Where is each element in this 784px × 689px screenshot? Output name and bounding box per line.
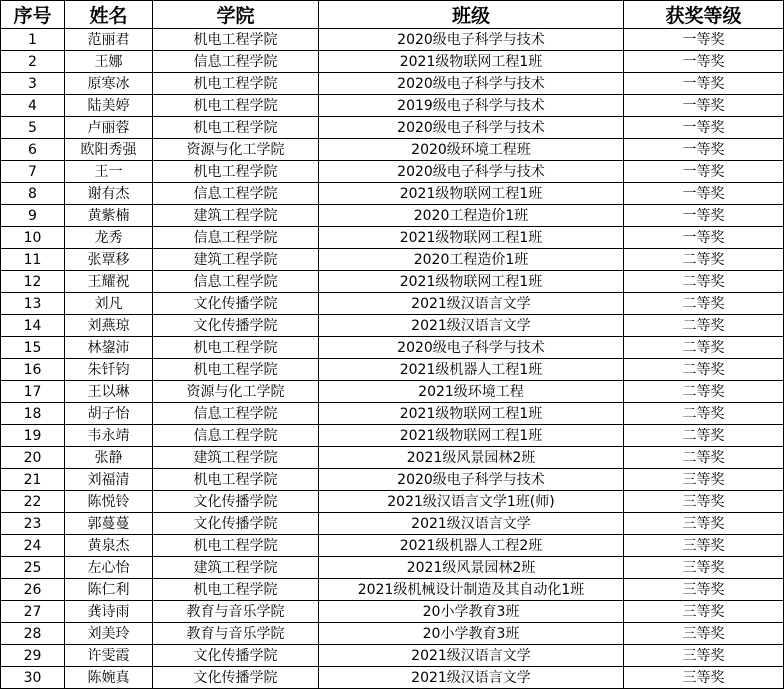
cell-class: 2021级汉语言文学 [319, 513, 624, 535]
cell-award-level: 三等奖 [624, 579, 784, 601]
cell-name: 黄紫楠 [65, 205, 153, 227]
cell-class: 2021级汉语言文学 [319, 293, 624, 315]
cell-award-level: 一等奖 [624, 205, 784, 227]
cell-college: 文化传播学院 [153, 315, 319, 337]
cell-index: 10 [1, 227, 65, 249]
cell-index: 20 [1, 447, 65, 469]
table-row [1, 117, 784, 139]
cell-name: 陈悦铃 [65, 491, 153, 513]
cell-name: 王娜 [65, 51, 153, 73]
cell-class: 2021级环境工程 [319, 381, 624, 403]
cell-class: 2021级机器人工程2班 [319, 535, 624, 557]
table-row [1, 205, 784, 227]
cell-class: 2020级电子科学与技术 [319, 73, 624, 95]
cell-award-level: 二等奖 [624, 447, 784, 469]
cell-award-level: 二等奖 [624, 381, 784, 403]
cell-award-level: 二等奖 [624, 271, 784, 293]
cell-award-level: 三等奖 [624, 557, 784, 579]
table-row [1, 249, 784, 271]
header-college: 学院 [153, 1, 319, 29]
cell-name: 刘燕琼 [65, 315, 153, 337]
cell-college: 信息工程学院 [153, 425, 319, 447]
header-class: 班级 [319, 1, 624, 29]
cell-name: 欧阳秀强 [65, 139, 153, 161]
cell-award-level: 一等奖 [624, 183, 784, 205]
cell-index: 27 [1, 601, 65, 623]
table-row [1, 403, 784, 425]
cell-name: 张覃移 [65, 249, 153, 271]
cell-name: 胡子怡 [65, 403, 153, 425]
cell-class: 2020工程造价1班 [319, 249, 624, 271]
cell-index: 3 [1, 73, 65, 95]
cell-name: 王一 [65, 161, 153, 183]
table-body [1, 29, 784, 689]
cell-award-level: 二等奖 [624, 425, 784, 447]
cell-name: 陆美婷 [65, 95, 153, 117]
cell-award-level: 一等奖 [624, 117, 784, 139]
cell-index: 1 [1, 29, 65, 51]
cell-college: 文化传播学院 [153, 513, 319, 535]
cell-college: 机电工程学院 [153, 579, 319, 601]
cell-class: 2020工程造价1班 [319, 205, 624, 227]
cell-class: 2021级机械设计制造及其自动化1班 [319, 579, 624, 601]
cell-college: 文化传播学院 [153, 645, 319, 667]
cell-name: 原寒冰 [65, 73, 153, 95]
cell-name: 谢有杰 [65, 183, 153, 205]
cell-college: 文化传播学院 [153, 667, 319, 689]
table-row [1, 271, 784, 293]
cell-college: 资源与化工学院 [153, 381, 319, 403]
cell-name: 左心怡 [65, 557, 153, 579]
cell-class: 2021级物联网工程1班 [319, 51, 624, 73]
cell-college: 机电工程学院 [153, 161, 319, 183]
cell-award-level: 二等奖 [624, 293, 784, 315]
cell-index: 24 [1, 535, 65, 557]
cell-name: 王耀祝 [65, 271, 153, 293]
cell-college: 建筑工程学院 [153, 557, 319, 579]
cell-college: 机电工程学院 [153, 73, 319, 95]
cell-college: 建筑工程学院 [153, 205, 319, 227]
cell-class: 2020级电子科学与技术 [319, 337, 624, 359]
cell-award-level: 二等奖 [624, 315, 784, 337]
cell-college: 文化传播学院 [153, 293, 319, 315]
table-row [1, 359, 784, 381]
header-index: 序号 [1, 1, 65, 29]
table-row [1, 73, 784, 95]
cell-college: 建筑工程学院 [153, 447, 319, 469]
cell-college: 文化传播学院 [153, 491, 319, 513]
cell-class: 2021级汉语言文学 [319, 645, 624, 667]
cell-index: 15 [1, 337, 65, 359]
cell-name: 陈仁利 [65, 579, 153, 601]
cell-class: 2021级汉语言文学 [319, 315, 624, 337]
table-row [1, 29, 784, 51]
cell-college: 信息工程学院 [153, 271, 319, 293]
header-award-level: 获奖等级 [624, 1, 784, 29]
cell-index: 23 [1, 513, 65, 535]
cell-college: 教育与音乐学院 [153, 601, 319, 623]
cell-award-level: 二等奖 [624, 337, 784, 359]
cell-award-level: 一等奖 [624, 51, 784, 73]
cell-index: 4 [1, 95, 65, 117]
cell-college: 机电工程学院 [153, 95, 319, 117]
cell-name: 刘福清 [65, 469, 153, 491]
cell-class: 2021级物联网工程1班 [319, 425, 624, 447]
cell-award-level: 二等奖 [624, 359, 784, 381]
cell-index: 18 [1, 403, 65, 425]
cell-class: 2021级风景园林2班 [319, 447, 624, 469]
table-row [1, 161, 784, 183]
cell-class: 2020级电子科学与技术 [319, 29, 624, 51]
cell-college: 资源与化工学院 [153, 139, 319, 161]
cell-class: 2021级物联网工程1班 [319, 227, 624, 249]
cell-college: 机电工程学院 [153, 535, 319, 557]
cell-award-level: 一等奖 [624, 227, 784, 249]
header-row [1, 1, 784, 29]
cell-index: 17 [1, 381, 65, 403]
cell-name: 张静 [65, 447, 153, 469]
table-row [1, 535, 784, 557]
cell-award-level: 一等奖 [624, 29, 784, 51]
cell-college: 机电工程学院 [153, 337, 319, 359]
cell-name: 龚诗雨 [65, 601, 153, 623]
cell-name: 许雯霞 [65, 645, 153, 667]
cell-index: 7 [1, 161, 65, 183]
cell-award-level: 一等奖 [624, 73, 784, 95]
cell-award-level: 三等奖 [624, 513, 784, 535]
cell-class: 2021级机器人工程1班 [319, 359, 624, 381]
cell-college: 机电工程学院 [153, 29, 319, 51]
table-row [1, 183, 784, 205]
cell-award-level: 一等奖 [624, 139, 784, 161]
table-row [1, 667, 784, 689]
cell-index: 28 [1, 623, 65, 645]
cell-name: 刘美玲 [65, 623, 153, 645]
table-row [1, 513, 784, 535]
cell-name: 朱钎钧 [65, 359, 153, 381]
cell-index: 22 [1, 491, 65, 513]
cell-index: 6 [1, 139, 65, 161]
cell-award-level: 三等奖 [624, 601, 784, 623]
cell-college: 机电工程学院 [153, 359, 319, 381]
table-row [1, 293, 784, 315]
cell-award-level: 一等奖 [624, 95, 784, 117]
table-row [1, 557, 784, 579]
cell-college: 信息工程学院 [153, 403, 319, 425]
cell-index: 19 [1, 425, 65, 447]
cell-index: 11 [1, 249, 65, 271]
table-row [1, 139, 784, 161]
table-row [1, 315, 784, 337]
cell-name: 龙秀 [65, 227, 153, 249]
cell-college: 建筑工程学院 [153, 249, 319, 271]
cell-class: 2021级汉语言文学 [319, 667, 624, 689]
cell-award-level: 三等奖 [624, 535, 784, 557]
cell-index: 30 [1, 667, 65, 689]
cell-name: 韦永靖 [65, 425, 153, 447]
cell-class: 2020级电子科学与技术 [319, 469, 624, 491]
cell-award-level: 三等奖 [624, 645, 784, 667]
cell-class: 2021级物联网工程1班 [319, 403, 624, 425]
cell-index: 12 [1, 271, 65, 293]
cell-award-level: 一等奖 [624, 161, 784, 183]
cell-class: 20小学教育3班 [319, 623, 624, 645]
cell-name: 刘凡 [65, 293, 153, 315]
cell-award-level: 三等奖 [624, 469, 784, 491]
cell-college: 信息工程学院 [153, 227, 319, 249]
cell-class: 2021级风景园林2班 [319, 557, 624, 579]
table-row [1, 645, 784, 667]
table-row [1, 469, 784, 491]
header-name: 姓名 [65, 1, 153, 29]
cell-college: 信息工程学院 [153, 183, 319, 205]
cell-class: 2020级电子科学与技术 [319, 161, 624, 183]
cell-name: 黄泉杰 [65, 535, 153, 557]
cell-class: 2020级环境工程班 [319, 139, 624, 161]
cell-class: 2021级汉语言文学1班(师) [319, 491, 624, 513]
cell-index: 5 [1, 117, 65, 139]
table-row [1, 579, 784, 601]
cell-award-level: 三等奖 [624, 667, 784, 689]
table-row [1, 623, 784, 645]
cell-name: 郭蔓蔓 [65, 513, 153, 535]
cell-index: 9 [1, 205, 65, 227]
cell-college: 信息工程学院 [153, 51, 319, 73]
cell-index: 13 [1, 293, 65, 315]
table-row [1, 491, 784, 513]
cell-award-level: 二等奖 [624, 249, 784, 271]
table-row [1, 227, 784, 249]
cell-index: 21 [1, 469, 65, 491]
cell-award-level: 二等奖 [624, 403, 784, 425]
cell-index: 26 [1, 579, 65, 601]
cell-class: 2019级电子科学与技术 [319, 95, 624, 117]
cell-index: 14 [1, 315, 65, 337]
table-row [1, 601, 784, 623]
table-row [1, 337, 784, 359]
table-row [1, 425, 784, 447]
cell-name: 林鋆沛 [65, 337, 153, 359]
cell-class: 2021级物联网工程1班 [319, 271, 624, 293]
cell-class: 2020级电子科学与技术 [319, 117, 624, 139]
cell-college: 教育与音乐学院 [153, 623, 319, 645]
cell-name: 王以琳 [65, 381, 153, 403]
cell-name: 卢丽蓉 [65, 117, 153, 139]
cell-class: 2021级物联网工程1班 [319, 183, 624, 205]
table-row [1, 51, 784, 73]
cell-index: 8 [1, 183, 65, 205]
cell-index: 2 [1, 51, 65, 73]
cell-index: 16 [1, 359, 65, 381]
table-row [1, 95, 784, 117]
cell-college: 机电工程学院 [153, 117, 319, 139]
cell-index: 25 [1, 557, 65, 579]
cell-college: 机电工程学院 [153, 469, 319, 491]
cell-class: 20小学教育3班 [319, 601, 624, 623]
cell-award-level: 三等奖 [624, 491, 784, 513]
cell-name: 范丽君 [65, 29, 153, 51]
table-row [1, 447, 784, 469]
cell-index: 29 [1, 645, 65, 667]
table-row [1, 381, 784, 403]
cell-award-level: 三等奖 [624, 623, 784, 645]
cell-name: 陈婉真 [65, 667, 153, 689]
